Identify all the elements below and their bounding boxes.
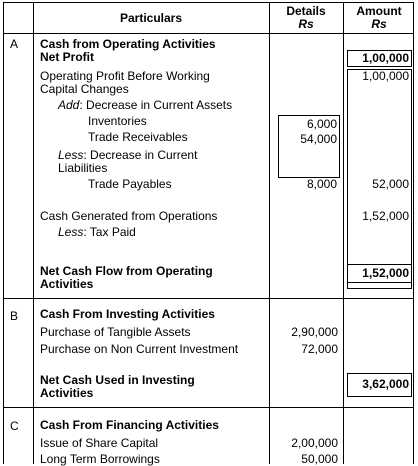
noncurrent-investment-details: 72,000 [301,342,338,356]
op-profit-line1: Operating Profit Before Working [40,69,210,83]
add-prefix: Add [58,98,80,112]
inventories-details: 6,000 [306,117,337,131]
section-letter-b: B [10,309,19,323]
tax-text: : Tax Paid [83,225,136,239]
trade-receivables-label: Trade Receivables [88,130,188,144]
tax-prefix: Less [58,225,84,239]
less-prefix: Less [58,148,84,162]
header-amount-unit: Rs [371,17,387,31]
column-divider-letter [33,3,34,464]
net-used-line1: Net Cash Used in Investing [40,373,195,387]
header-divider [4,33,413,34]
net-used-amount: 3,62,000 [362,377,409,391]
net-profit-amount: 1,00,000 [362,51,409,65]
cash-generated-label: Cash Generated from Operations [40,209,218,223]
net-flow-line1: Net Cash Flow from Operating [40,264,213,278]
tangible-assets-label: Purchase of Tangible Assets [40,325,191,339]
header-details: Details [286,4,326,18]
borrowings-label: Long Term Borrowings [40,452,160,466]
trade-payables-label: Trade Payables [88,177,172,191]
header-particulars: Particulars [119,11,183,25]
section-b-title: Cash From Investing Activities [40,307,215,321]
section-letter-c: C [10,419,19,433]
tax-paid [58,226,136,239]
trade-payables-details: 8,000 [306,177,337,191]
column-divider-details [343,3,344,464]
section-letter-a: A [10,37,19,51]
op-profit-amount: 1,00,000 [362,69,409,83]
share-capital-label: Issue of Share Capital [40,436,159,450]
less-text-line1: : Decrease in Current [83,148,198,162]
net-used-box [347,373,412,397]
tangible-assets-details: 2,90,000 [291,325,338,339]
net-flow-amount: 1,52,000 [362,266,409,280]
add-text: : Decrease in Current Assets [79,98,233,112]
section-c-title: Cash From Financing Activities [40,418,219,432]
trade-receivables-details: 54,000 [300,132,337,146]
cash-generated-amount: 1,52,000 [362,209,409,223]
section-divider-b-c [4,407,413,408]
header-amount: Amount [356,4,402,18]
column-divider-particulars [269,3,270,464]
net-profit-box [347,50,412,67]
trade-payables-amount: 52,000 [372,177,409,191]
section-a-title: Cash from Operating Activities [40,37,216,51]
net-flow-box [347,264,412,283]
header-details-unit: Rs [298,17,314,31]
net-used-line2: Activities [40,386,94,400]
borrowings-details: 50,000 [301,452,338,466]
noncurrent-investment-label: Purchase on Non Current Investment [40,342,239,356]
op-profit-line2: Capital Changes [40,82,129,96]
net-flow-line2: Activities [40,277,94,291]
inventories-label: Inventories [88,114,147,128]
add-decrease-assets [58,99,232,112]
section-divider-a-b [4,298,413,299]
share-capital-details: 2,00,000 [291,436,338,450]
cash-flow-table [3,2,414,464]
net-profit-label: Net Profit [40,50,94,64]
less-text-line2: Liabilities [58,161,108,175]
